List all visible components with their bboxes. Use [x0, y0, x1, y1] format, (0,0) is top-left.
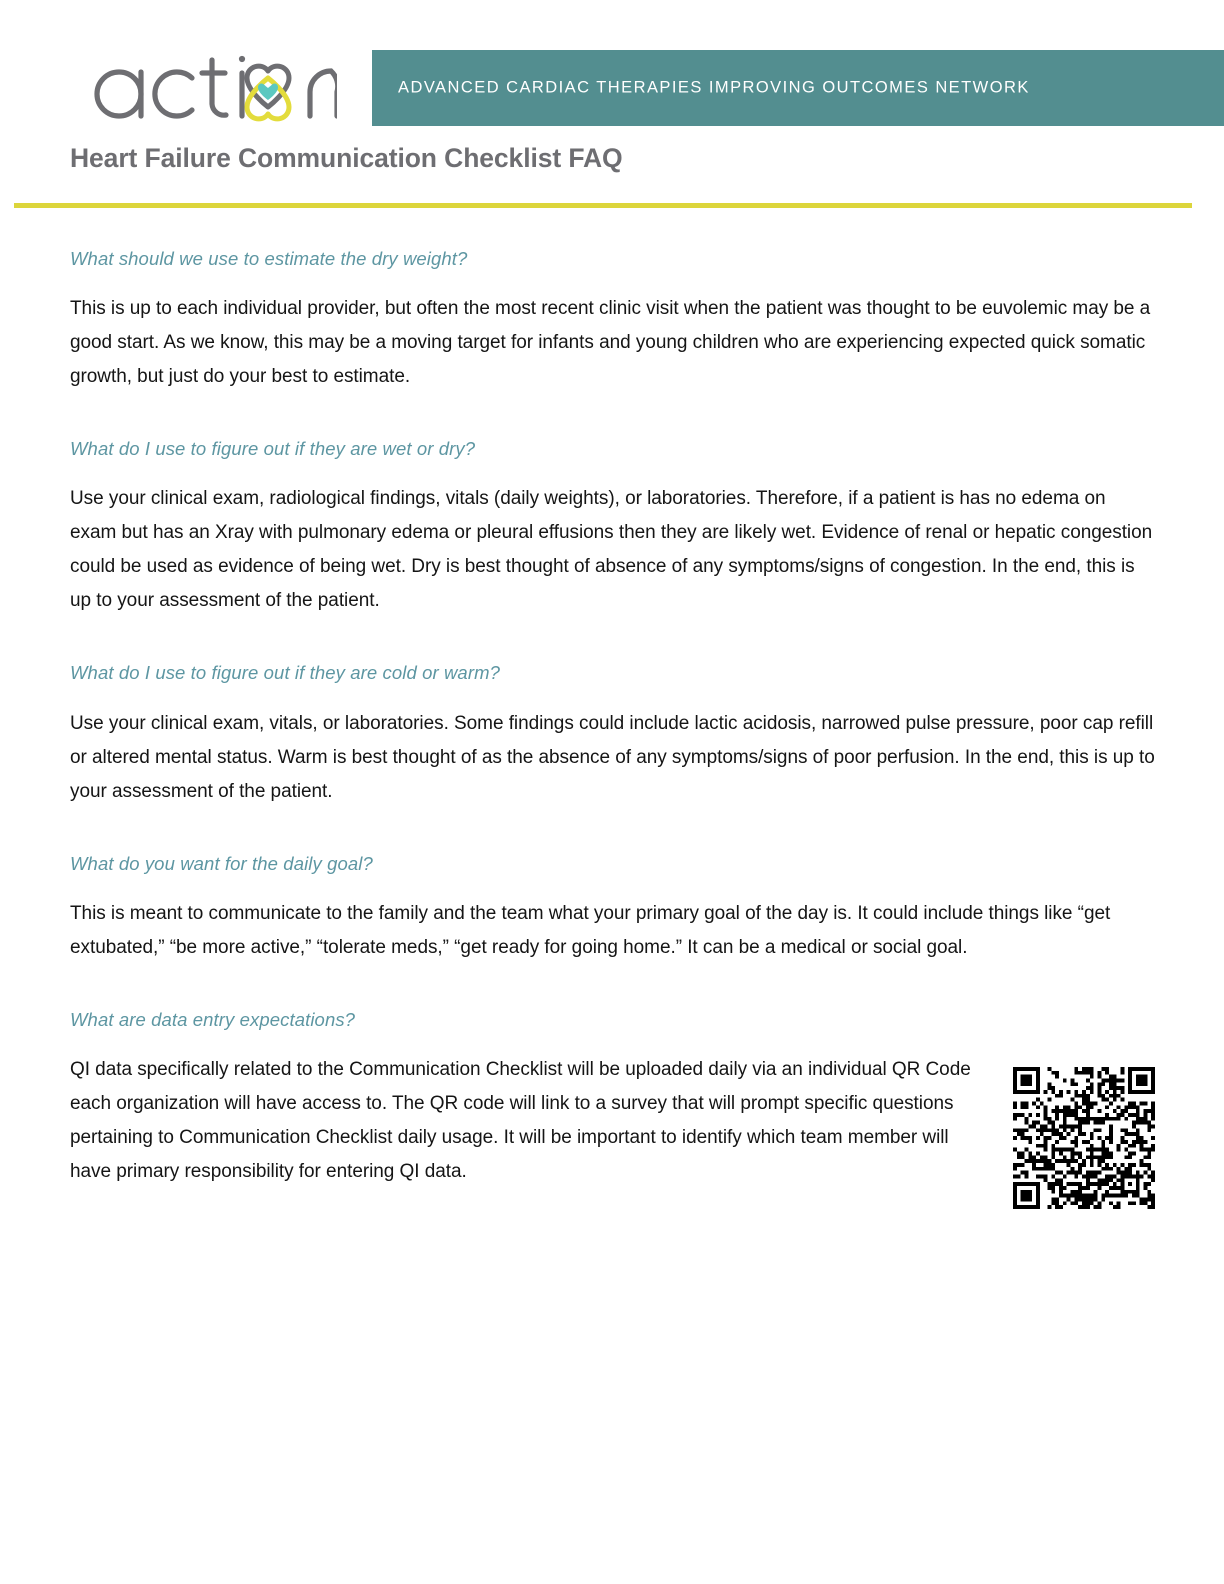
network-banner [372, 50, 1224, 126]
faq-question: What do I use to figure out if they are cold or warm? [70, 662, 500, 684]
faq-question: What should we use to estimate the dry weight? [70, 248, 468, 269]
faq-question: What are data entry expectations? [70, 1008, 356, 1030]
faq-content [70, 248, 1156, 1189]
faq-answer: Use your clinical exam, vitals, or laboratories. Some findings could include lactic acidosis, narrowed pulse pressure, poor cap refill or altered mental status. Warm is best thought of as the absence of any symptoms/signs of poor perfusion. In the end, this is up to your assessment of the patient. [70, 712, 1155, 802]
faq-item-cold-or-warm [70, 662, 1156, 808]
qr-code-svg [1013, 1067, 1155, 1209]
faq-answer: QI data specifically related to the Communication Checklist will be uploaded daily via an individual QR Code each organization will have access to. The QR code will link to a survey that will prompt specific questions pertaining to Communication Checklist daily usage. It will be important to identify which team member will have primary responsibility for entering QI data. [70, 1058, 971, 1182]
faq-item-dry-weight [70, 248, 1156, 394]
qr-code[interactable] [1013, 1067, 1155, 1209]
network-banner-text: ADVANCED CARDIAC THERAPIES IMPROVING OUTCOMES NETWORK [398, 78, 1030, 97]
faq-item-data-entry [70, 1009, 1156, 1189]
faq-item-wet-or-dry [70, 438, 1156, 618]
faq-answer: This is meant to communicate to the family and the team what your primary goal of the day is. It could include things like “get extubated,” “be more active,” “tolerate meds,” “get ready for going home.” It can be a medical or social goal. [70, 902, 1111, 958]
faq-question: What do I use to figure out if they are wet or dry? [70, 438, 476, 460]
faq-question: What do you want for the daily goal? [70, 852, 373, 874]
header-divider [14, 203, 1192, 208]
action-logo [92, 44, 337, 130]
document-header [0, 0, 1224, 176]
faq-answer: This is up to each individual provider, but often the most recent clinic visit when the patient was thought to be euvolemic may be a good start. As we know, this may be a moving target for infants and young children who are experiencing expected quick somatic growth, but just do your best to estimate. [70, 298, 1151, 388]
faq-answer: Use your clinical exam, radiological findings, vitals (daily weights), or laboratories. Therefore, if a patient is has no edema on exam but has an Xray with pulmonary edema or pleural effusions then they are likely wet. Evidence of renal or hepatic congestion could be used as evidence of being wet. Dry is best thought of absence of any symptoms/signs of congestion. In the end, this is up to your assessment of the patient. [70, 488, 1153, 612]
logo-i-dot [239, 56, 245, 62]
page-title: Heart Failure Communication Checklist FAQ [70, 143, 623, 173]
action-logo-svg [92, 44, 337, 130]
faq-item-daily-goal [70, 853, 1156, 965]
logo-heart-gray [247, 66, 289, 107]
